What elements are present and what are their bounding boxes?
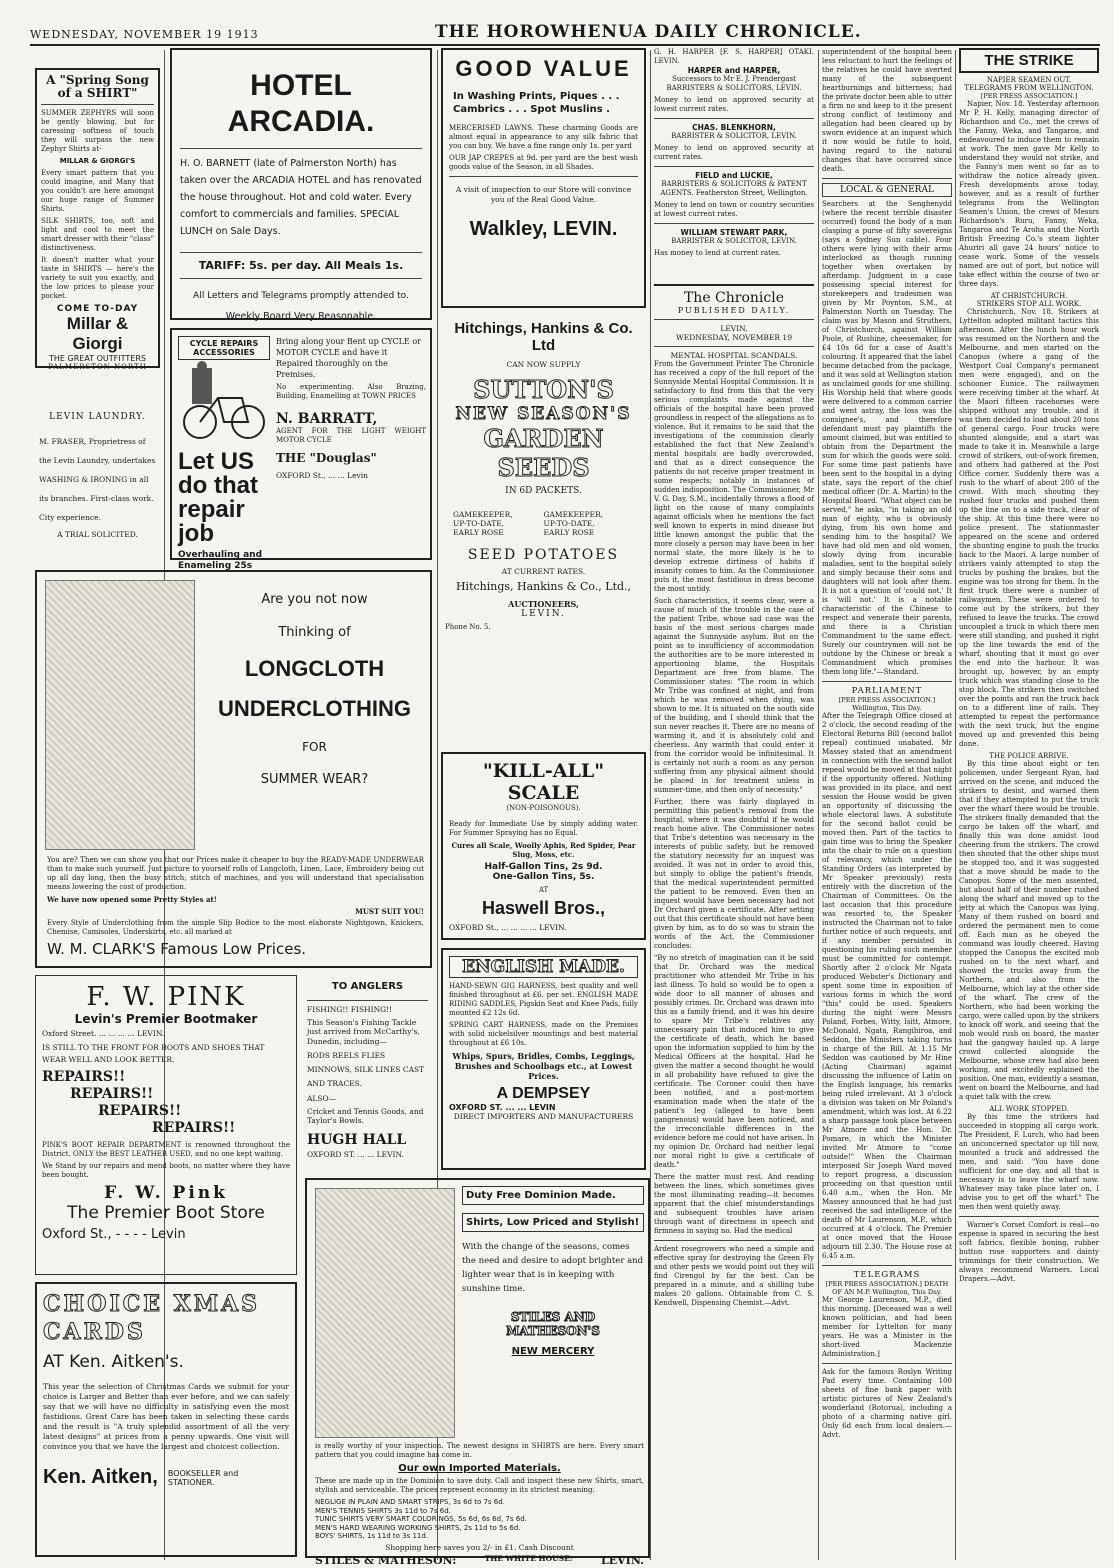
cycle-text [276,336,426,552]
stiles-foot2: THE WHITE HOUSE: [484,1553,573,1563]
chronicle-date: WEDNESDAY, NOVEMBER 19 [676,333,792,342]
parl-head: PARLIAMENT [851,686,923,696]
park-body: BARRISTER & SOLICITOR, LEVIN. [671,237,797,245]
stiles-made: These are made up in the Dominion to save duty. Call and inspect these new Shirts, smart, stylish and serviceable. The prices represent economy in its strictest meaning. [315,1477,644,1494]
field-name: FIELD and LUCKIE, [695,171,773,180]
pink-store: The Premier Boot Store [67,1202,265,1223]
strike-sub2: TELEGRAMS FROM WELLINGTON. [964,84,1094,92]
longcloth-l2: Thinking of [278,625,351,640]
pink-tag: Levin's Premier Bootmaker [74,1012,258,1026]
cycle-addr: OXFORD St., ... ... Levin [276,471,369,480]
longcloth-body-block [47,856,424,958]
aitken-role: BOOKSELLER and STATIONER. [167,1468,239,1487]
chronicle-advert: Ardent rosegrowers who need a simple and effective spray for destroying the Green Fly and other pests we would point out they will find Cirengol by far the best. Can be prepared in a minute, and a shilling tube makes 20 gallons. Obtainable from C. S. Kendwell, Dispensing Chemist.—Advt. [654,1245,814,1307]
killall-cures: Cures all Scale, Woolly Aphis, Red Spider, Pear Slug, Moss, etc. [451,841,636,859]
anglers-name: HUGH HALL [307,1131,407,1148]
goodvalue-title: GOOD VALUE [455,56,632,81]
english-addr: OXFORD ST. ... ... LEVIN [449,1103,556,1112]
pink-ad [35,975,297,1275]
shirt-ad-sub: THE GREAT OUTFITTERS [49,354,146,363]
longcloth-foot: W. M. CLARK'S Famous Low Prices. [47,940,307,958]
stiles-price-line: MEN'S HARD WEARING WORKING SHIRTS, 2s 11d to 5s 6d. [315,1523,521,1532]
hitchings-ad [441,316,646,748]
strike-title: THE STRIKE [959,48,1099,73]
pink-addr: Oxford Street. ... ... ... ... LEVIN. [42,1029,165,1038]
killall-at: AT [538,886,549,894]
stiles-h1: Duty Free Dominion Made. [462,1186,644,1205]
goodvalue-merc: MERCERISED LAWNS. These charming Goods are almost equal in appearance to any silk fabric that you can buy. We have a fine range only 1s. per yard [449,124,638,150]
cycle-name: N. BARRATT, [276,411,378,427]
hitchings-potatoes: SEED POTATOES [467,547,620,563]
hitchings-name: Hitchings, Hankins & Co., Ltd., [455,580,632,593]
english-sub: DIRECT IMPORTERS AND MANUFACTURERS [453,1112,634,1121]
killall-one: One-Gallon Tins, 5s. [492,872,595,882]
goodvalue-ad [441,48,646,308]
masthead-date: WEDNESDAY, NOVEMBER 19 1913 [30,28,259,41]
stiles-foot1: STILES & MATHESON: [315,1553,457,1567]
goodvalue-items: In Washing Prints, Piques . . . Cambrics . . . Spot Muslins . [453,91,620,115]
killall-half: Half-Gallon Tins, 2s 9d. [484,862,603,872]
local-head: LOCAL & GENERAL [822,183,952,197]
stiles-body: With the change of the seasons, comes the need and desire to adopt brighter and lighter wear that is in keeping with sunshine time. [462,1242,644,1294]
pink-street: Oxford St., - - - - Levin [42,1226,186,1242]
strike-police: By this time about eight or ten policemen, under Sergeant Ryan, had arrived on the scene, and induced the strikers to desist, and warned them that if they attempted to put the truck over the wharf there would be trouble. The strikers finally demanded that the cargo be taken off the wharf, and finally this was done amidst loud cheering from the strikers. The crowd then shouted that the other ships must be stopped too, and it was suggested that a move should be made to the Canopus. Some of the men assented, but about half of their number rushed along the wharf and moved up to the jetty at which the Canopus was lying. Many of them rushed on board and ordered the permanent men to come off. Each man as he obeyed the command was loudly cheered. Having stopped the Canopus the excited mob rushed on to the next wharf, and showed the trucks away from the Northern, and also from the Melbourne, which lay at the other side of the wharf. The crew of the Northern, who had been working the cargo, were called upon by the strikers to knock off work, and seeing that the mob would rush on board, the master had the gangway hauled up. A large crowd collected alongside the Melbourne, whose crew had also been working, and excitedly explained the position. One man, evidently a seaman, went on board the Melbourne, and had a quiet talk with the crew. [959,760,1099,1101]
hitchings-title: Hitchings, Hankins & Co. Ltd [454,320,633,354]
shirt-ad-place: PALMERSTON NORTH [48,363,147,371]
chronicle-body3: Further, there was fairly displayed in permitting this patient's removal from the hospital, where it was doubtful if he would reach home alive. The Commissioner notes that Tribe's detention was necessary in the interests of public safety, but he removed the statutory necessity for an inquest was avoided. It was not in order to avoid this, but simply to oblige the patient's friends, that the medical superintendent permitted the patient to be removed. Even then an inquest would have been necessary had not Dr Orchard given a certificate. After setting out that this certificate should not have been given by him, as to do so was to strain the words of the Act, the Commissioner concludes: [654,798,814,950]
killall-title: "KILL-ALL" SCALE [482,760,605,804]
park-name: WILLIAM STEWART PARK, [680,228,788,237]
longcloth-styles: We have now opened some Pretty Styles at! [47,895,217,904]
killall-body: Ready for Immediate Use by simply adding water. For Summer Spraying has no Equal. [449,820,638,837]
cycle-illustration [178,336,270,571]
park-money: Has money to lend at current rates. [654,249,781,257]
column-rule [955,50,956,1560]
stiles-h2: Shirts, Low Priced and Stylish! [462,1213,644,1232]
blenkhorn-name: CHAS. BLENKHORN, [692,123,776,132]
hotel-letters: All Letters and Telegrams promptly attended to. [193,291,409,301]
chronicle-place: LEVIN, [720,324,748,333]
stiles-price-line: MEN'S TENNIS SHIRTS 3s 11d to 7s 6d. [315,1506,451,1515]
chronicle-body5: There the matter must rest. And reading between the lines, which sometimes gives the most illuminating reading—it becomes apparent that the chief misunderstandings and subsequent troubles have arisen through want of directness in speech and firmness in saying no. Had the medical [654,1173,814,1235]
stiles-price-line: BOYS' SHIRTS, 1s 11d to 3s 11d. [315,1532,429,1540]
blenkhorn-body: BARRISTER & SOLICITOR, LEVIN. [671,132,797,140]
pink-stand: We Stand by our repairs and mend boots, no matter where they have been bought. [42,1161,290,1179]
pink-repairs-4: REPAIRS!! [152,1119,236,1136]
strike-end: By this time the strikers had succeeded in stopping all cargo work. The President, F. Lurch, who had been an unconcerned spectator up till now, mounted a truck and addressed the men, and said: "You have done sufficient for one day, and all that is necessary is to leave the wharf now. Whatever may take place later on, I advise you to get off the wharf." The men then went quietly away. [959,1113,1099,1211]
hotel-ad [170,48,432,320]
stiles-imported: Our own Imported Materials. [398,1463,561,1474]
harper-head: G. H. HARPER [F. S. HARPER] OTAKI. LEVIN. [654,48,814,65]
english-ad [441,948,646,1170]
chronicle-title: The Chronicle [683,290,785,306]
shirt-ad-body4: It doesn't matter what your taste in SHIRTS — here's the variety to suit you exactly, and the low prices to please your pocket. [41,256,154,300]
longcloth-l1: Are you not now [261,592,368,607]
hitchings-suttons: SUTTON'S [473,375,614,404]
anglers-also: ALSO— [307,1094,337,1103]
stiles-lower [315,1442,644,1567]
laundry-foot: A TRIAL SOLICITED. [57,530,138,539]
stiles-foot3: LEVIN. [601,1553,644,1567]
potato-variety: EARLY ROSE [453,528,504,537]
shirt-ad-store: MILLAR & GIORGI'S [59,157,136,165]
aitken-sign [43,1466,289,1489]
cycle-brand: THE "Douglas" [276,451,377,465]
potato-variety: EARLY ROSE [543,528,595,537]
strike-chch-sub: STRIKERS STOP ALL WORK. [976,300,1082,308]
longcloth-l6: SUMMER WEAR? [260,772,369,787]
blenkhorn-money: Money to lend on approved security at current rates. [654,144,814,161]
shirt-ad-body3: SILK SHIRTS, too, soft and light and cool to meet the smart dresser with their "class" distinctiveness. [41,217,154,252]
pink-name2: F. W. Pink [104,1182,228,1203]
harper-body: Successors to Mr E. J. Prendergast BARRISTERS & SOLICITORS, LEVIN. [666,75,802,92]
pink-repairs-3: REPAIRS!! [98,1102,182,1119]
laundry-title: LEVIN LAUNDRY. [49,412,146,422]
column-rule [650,50,651,1560]
tel-sub: [PER PRESS ASSOCIATION.] DEATH OF AN M.P. Wellington, This Day. [825,1280,949,1296]
killall-addr: OXFORD St., ... ... ... ... LEVIN. [449,923,567,932]
laundry-ad [35,408,160,580]
cycle-slogan: Let US do that repair job [178,448,258,547]
editorial-column [654,284,814,1558]
bicycle-icon [178,364,270,444]
masthead [30,20,1100,46]
hotel-body: H. O. BARNETT (late of Palmerston North) has taken over the ARCADIA HOTEL and has renovated the house throughout. Hot and cold water. Every comfort to commercials and families. SPECIAL LUNCH on Sale Days. [180,158,422,237]
english-name: A DEMPSEY [496,1085,591,1102]
man-illustration [315,1188,455,1438]
chronicle-body4: "By no stretch of imagination can it be said that Dr. Orchard was the medical practitioner who attended Mr Tribe in his last illness. To hold so would be to open a wide door to all manner of abuses and possibly crimes. Dr. Orchard was drawn into this as a family friend, and it was his desire to spare Mr Tribe's relatives any unnecessary pain that induced him to give the certificate of death, which he based upon the information supplied to him by the Medical Officers at the hospital. Had he given the matter a second thought he would in all probability have refused to give the certificate. The Coroner could then have been notified, and a post-mortem examination made when the state of the patient's leg (alleged to have been gangrenous) would have been noticed, and the irreconcilable differences in the evidence before me could not have arisen. In my opinion Dr. Orchard had neither legal nor moral right to give a certificate of death." [654,954,814,1169]
column-rule [818,50,819,1560]
tel-body: Mr George Laurenson, M.P., died this morning. [Deceased was a well known politician, and had been member for Lyttelton for many years. He was a Minister in the short-lived Mackenzie Administration.] [822,1296,952,1358]
killall-name: Haswell Bros., [481,898,606,918]
tel-head: TELEGRAMS [853,1270,921,1280]
pink-name: F. W. PINK [86,982,246,1012]
harper-money: Money to lend on approved security at lowest current rates. [654,96,814,113]
harper-name: HARPER and HARPER, [687,66,781,75]
stiles-price-line: NEGLIGE IN PLAIN AND SMART STRIPS, 3s 6d to 7s 6d. [315,1498,505,1506]
hotel-title: HOTEL ARCADIA. [180,68,422,149]
stiles-ad [305,1178,650,1567]
strike-police-head: THE POLICE ARRIVE. [989,752,1069,760]
english-title: ENGLISH MADE. [449,956,638,978]
shirt-ad [35,68,160,371]
strike-chch: Christchurch, Nov. 18. Strikers at Lyttelton adopted militant tactics this afternoon. After the lunch hour work was resumed on the Northern and the Melbourne, and men started on the Canopus (where a gang of the Westport Coal Company's permanent men were engaged), and on the schooner Eunice. The railwaymen were receiving timber at the wharf. At the Maori fifteen racehorses were shipped without any trouble, and it was then decided to load about 20 tons of general cargo. Four trucks were shunted alongside, and a start was made to take it in. Meanwhile a large crowd of strikers, out-of-work firemen, and others had gathered at the Post Office corner. Suddenly there was a rush to the wharf of about 200 of the crowd. With much shouting they rushed four trucks and pushed them up the line on to a side track, clear of the ship. At this time there were no police present. The stationmaster appeared on the scene and ordered the shunting engine to push the trucks back to the Maori. A large number of strikers vainly attempted to stop the trucks by pushing the brakes, but the engine was too strong for them. In the first truck there were a number of railwaymen. These were ordered to come out by the strikers, but they refused to leave the trucks. The crowd uncoupled a truck in which there men were still standing, and pushed it right up the line towards the end of the wharf, shouting that it must go over the end into the harbour. It was brought up, however, by an empty truck which was standing close to the stop block. The strikers then switched over the points and ran the truck back on to a different line of rails. They attempted to repeat the performance with the next truck, but the engine moved up and prevented this being done. [959,308,1099,748]
longcloth-l4: UNDERCLOTHING [217,696,412,721]
hitchings-seeds: GARDEN SEEDS [483,424,604,482]
local-body: Searchers at the Senghenydd (where the recent terrible disaster occurred) found the body of a man clasping a purse of fifty sovereigns (says a Sydney Sun cable). Four others were lying with their arms interlocked as though running together when overtaken by afterdamp. Judgment in a case possessing special interest for storekeepers and tradesmen was given by Mr Poynton, S.M., at Palmerston North on Tuesday. The claim was by Mason and Struthers, of Christchurch, against William Poole, of Rushine, cheesemaker, for £4 10s 6d for a case of Asatt's colouring. It appeared that the label became detached from the package, and it was sold at Wellington station as unclaimed goods for one shilling. His Worship held that where goods were delivered to a common carrier and went astray, the loss was the consignee's, and therefore defendant must pay plaintiffs the amount claimed, but was entitled to obtain from the Department the sum for which the goods were sold. For some time past patients have been sent to the hospital in a dying state, says the report of the chief medical officer (Dr. A. Martin) to the Hospital Board. "What object can be served," he asks, "in taking an old man of eighty, who is obviously dying, from his own home and sending him to the hospital? We have had old men and old women, slowly dying from incurable maladies, sent to the hospital solely and simply because their sons and daughters will not look after them. It is not a question of 'could not.' It is 'will not.' It is a notable characteristic of the Chinese to respect and venerate their parents, and there is a Christian Commandment to the same effect. Surely our countrymen will not be outdone by the Chinese or break a Commandment which promises them long life."—Standard. [822,200,952,676]
longcloth-l5: FOR [302,740,327,754]
potato-variety: UP-TO-DATE, [543,519,595,528]
stiles-name: STILES AND MATHESON'S [506,1310,600,1338]
col4-cont: superintendent of the hospital been less reluctant to hurt the feelings of the relatives he could have averted many of the subsequent heartburnings and bitterness; had the private doctor been able to utter a firm no and keep to it the present strong conflict of testimony and allegation had been cleared up by sworn evidence at an inquest which it now would be futile to hold, having regard to the natural changes that have occurred since death. [822,48,952,173]
anglers-fishing: FISHING!! FISHING!! [307,1005,393,1014]
english-spring: SPRING CART HARNESS, made on the Premises with solid nickelsilver mountings and best material throughout at £6 10s. [449,1021,638,1047]
chronicle-body2: Such characteristics, it seems clear, were a cause of much of the trouble in the case of the patient Tribe, whose sad case was the basis of the most serious charges made against the Sunnyside asylum. But on the point as to insufficiency of accommodation the authorities are to be more interested in apportioning blame, the Hospitals Department are free from blame. The Commissioner states: "The room in which Mr Tribe was confined at night, and from which he was removed when dying, was shown to me. It is situated on the south side of the building, and I should think that the sun never reaches it. There are no means of warming it, and it is absolutely cold and cheerless. Any warmth that could enter it from the corridor would be infinitesimal. It is certainly not such a room as any person suffering from any physical ailment should be placed in for treatment unless in summer-time, and then only of necessity." [654,597,814,794]
woman-illustration [45,580,195,850]
anglers-addr: OXFORD ST. ... ... LEVIN. [307,1149,404,1159]
longcloth-must: MUST SUIT YOU! [355,907,424,916]
potato-variety: GAMEKEEPER, [543,510,604,519]
cycle-agent: AGENT FOR THE LIGHT WEIGHT MOTOR CYCLE [276,427,426,444]
strike-sub1: NAPIER SEAMEN OUT. [986,76,1072,84]
professional-cards [654,48,814,280]
goodvalue-crepe: OUR JAP CREPES at 9d. per yard are the best wash goods value of the Season, in all Shades. [449,154,638,171]
col4-advert: Ask for the famous Roslyn Writing Pad every time. Containing 100 sheets of fine bank paper with artistic pictures of New Zealand's wonderland (Rotorua), including a photo of a charming native girl. Only 6d each from local dealers.—Advt. [822,1368,952,1439]
aitken-title: CHOICE XMAS CARDS [43,1291,261,1345]
pink-dept: PINK'S BOOT REPAIR DEPARTMENT is renowned throughout the District. ONLY the BEST LEATHER USED, and no one kept waiting. [42,1140,290,1158]
hitchings-role: AUCTIONEERS, [508,599,579,609]
pink-still: IS STILL TO THE FRONT FOR BOOTS AND SHOES THAT WEAR WELL AND LOOK BETTER. [42,1042,265,1064]
potato-variety: GAMEKEEPER, [453,510,513,519]
masthead-title: THE HOROWHENUA DAILY CHRONICLE. [435,22,862,42]
field-money: Money to lend on town or country securities at lowest current rates. [654,201,814,218]
cycle-ad [170,328,432,571]
parl-body: After the Telegraph Office closed at 2 o'clock, the second reading of the Electoral Returns Bill (second ballot repeal) continued unabated. Mr Massey stated that an amendment in connection with the second ballot repeal would be moved at that night if the opportunity offered. Nothing was provided in its place, and next session the House would be given an opportunity of discussing the whole electoral laws. A substitute for the second ballot could be moved then. Part of the tactics to gain time was to bring the Speaker into the chair to rule on a question of relevancy, which under the Standing Orders (as interpreted by Mr Speaker previously) rests entirely with the discretion of the Chairman of Committees. On the last occasion that this procedure was resorted to, the Speaker instructed the Chairman not to take further notice of such requests, and if any member persisted in questioning his ruling such member must be committed for contempt. Shortly after 2 o'clock Mr Ngata produced Webster's Dictionary and spent some time in exposition of various forms in which the word "this" could be used. Speakers during the night were Messrs Poland, Forbes, Witty, Isitt, Atmore, McDonald, Ngata, Rangihiroa, and Seddon, the Ministers taking turns in charge of the Bill. At 1.15 Mr Seddon was cautioned by Mr Hine (Acting Chairman) against discussing the influence of Latin on the English language, his remarks being ruled irrelevant. At 3 o'clock a division was taken on Mr Poland's amendment, which was lost. At 6.22 a sharp passage took place between Mr Atmore and the Hon. Dr. Pomare, in which the Minister invited Mr Atmore to "come outside!" When the Chairman interposed Sir Joseph Ward moved to report progress, a discussion proceeding on that question until 6.40 a.m., when the Hon. Mr Massey announced that he had just received the sad intelligence of the death of Mr Laurenson, M.P., which occurred at 4 o'clock. The Premier at once moved that the House adjourn till 2.30. The House rose at 6.45 a.m. [822,712,952,1260]
stiles-saves: Shopping here saves you 2/- in £1. Cash Discount [385,1542,574,1552]
hitchings-list [453,510,634,537]
longcloth-ad [35,570,432,968]
anglers-title: TO ANGLERS [331,981,404,992]
stiles-worthy: is really worthy of your inspection. The newest designs in SHIRTS are here. Every smart pattern that you could imagine has come in. [315,1442,644,1459]
goodvalue-visit: A visit of inspection to our Store will convince you of the Real Good Value. [455,185,632,204]
strike-advert: Warner's Corset Comfort is real—no expense is spared in securing the best soft fabrics, flexible boning, rubber button rose supporters and dainty trimmings for their construction. We always recommend Warners. Local Drapers.—Advt. [959,1221,1099,1283]
hitchings-supply: CAN NOW SUPPLY [506,360,581,369]
hitchings-place: LEVIN. [521,609,566,619]
cycle-sign: CYCLE REPAIRS ACCESSORIES [178,336,270,360]
anglers-body: This Season's Fishing Tackle just arrived from McCarthy's, Dunedin, including— [307,1017,420,1046]
stiles-prices [315,1498,644,1541]
english-body: HAND-SEWN GIG HARNESS, best quality and well finished throughout at £6. per set. ENGLISH MADE RIDING SADDLES, Pigskin Seat and Knee Pads, fully mounted £2 12s 6d. [449,982,638,1017]
field-body: BARRISTERS & SOLICITORS & PATENT AGENTS. Featherston Street, Wellington. [660,180,808,197]
chronicle-head: MENTAL HOSPITAL SCANDALS. [670,351,798,360]
parl-sub: [PER PRESS ASSOCIATION.] Wellington, This Day. [838,696,936,712]
hitchings-season: NEW SEASON'S [455,404,632,424]
shirt-ad-name: Millar & Giorgi [66,314,129,353]
shirt-ad-body1: SUMMER ZEPHYRS will soon be gently blowing, but for caressing softness of touch they will surpass the new Zephyr Shirts at- [41,109,154,153]
shirt-ad-cta: COME TO-DAY [56,304,139,314]
hotel-board: Weekly Board Very Reasonable. [225,311,377,322]
shirt-ad-title: A "Spring Song of a SHIRT" [46,73,149,100]
longcloth-every: Every Style of Underclothing from the simple Slip Bodice to the most elaborate Nightgown, Knickers, Chemise, Camisoles, Underskirts, etc. all marked at [47,919,424,936]
strike-assoc: [PER PRESS ASSOCIATION.] [980,92,1078,100]
potato-variety: UP-TO-DATE, [453,519,505,528]
aitken-ad [35,1282,297,1557]
cycle-intro: Bring along your Bent up CYCLE or MOTOR CYCLE and have it Repaired thoroughly on the Premises. [276,337,421,379]
longcloth-headlines [202,592,427,787]
strike-napier: Napier, Nov. 18. Yesterday afternoon Mr P. H. Kelly, managing director of Richardson and Co., met the crews of the Fanny, Weka, and Tangaroa, and endeavoured to induce them to remain at work. The men gave Mr Kelly to understand they would not strike, and the Fanny's men went so far as to withdraw the notice already given. Fresh developments arose today, however, and as a result of further telegrams from the Wellington Seamen's Union, the crews of Messrs Richardson's Ruru, Fanny, Weka, Tangaroa and Te Aroha and the North British Freezing Co.'s steam lighter Ahuriri all gave 24 hours' notice to cease work. Some of the vessels named are out of port, but notice will take effect within the course of two or three days. [959,100,1099,288]
hotel-tariff: TARIFF: 5s. per day. All Meals 1s. [180,252,422,279]
strike-stopped: ALL WORK STOPPED. [989,1105,1069,1113]
aitken-name: Ken. Aitken, [43,1466,158,1488]
hitchings-packets: IN 6D PACKETS. [505,486,582,496]
stiles-price-line: TUNIC SHIRTS VERY SMART COLORINGS, 5s 6d, 6s 6d, 7s 6d. [315,1515,527,1523]
anglers-items: RODS REELS FLIES MINNOWS, SILK LINES CAST AND TRACES. [307,1051,425,1088]
hitchings-rates: AT CURRENT RATES. [501,567,586,576]
goodvalue-name: Walkley, LEVIN. [469,218,618,240]
strike-chch-head: AT CHRISTCHURCH. [990,292,1068,300]
shirt-ad-body2: Every smart pattern that you could imagine, and Many that you couldn't are here amongst our huge range of Summer Shirts. [41,169,154,213]
news-column [822,48,952,1558]
killall-sub: (NON-POISONOUS). [506,804,581,812]
hitchings-phone: Phone No. 5. [445,623,491,631]
stiles-mercery: NEW MERCERY [511,1346,595,1357]
aitken-at: AT Ken. Aitken's. [43,1352,184,1372]
pink-repairs-1: REPAIRS!! [42,1068,126,1085]
anglers-cricket: Cricket and Tennis Goods, and Taylor's Bowls. [307,1106,424,1125]
stiles-footer [315,1554,644,1567]
chronicle-sub: PUBLISHED DAILY. [677,306,791,315]
chronicle-body1: From the Government Printer The Chronicle has received a copy of the full report of the Sunnyside Mental Hospital Commission. It is satisfactory to find from this that the very serious complaints made against the officials of the hospital have been proved groundless in respect of the allegations as to violence. But it remains to be said that the investigations of the commission clearly established the fact that New Zealand's mental hospitals are badly overcrowded, and that as a direct consequence the patients do not receive proper treatment in some respects; notably in instances of sudden indisposition. The Commissioner, Mr V. G. Day, S.M., incidentally throws a flood of light on the cause of many complaints against officials when he mentions the fact well known to experts in mind disease but little known amongst the public that the more closely a person may have been in her normal state, the more likely is he to develop extreme dirtiness of habits if insanity comes to him. As the Commissioner puts it, the most fastidious in dress become the most untidy. [654,360,814,593]
killall-ad [441,752,646,940]
aitken-body: This year the selection of Christmas Cards we submit for your choice is Larger and Better than ever before, and we can safely say that we will have no difficulty in satisfying even the most fastidious. Great Care has been taken in selecting these cards and the result is "A truly splendid assortment of all the very latest designs" at prices from a penny upwards. One visit will convince you that we have the largest and choicest collection. [43,1382,289,1451]
stiles-headlines [462,1186,644,1357]
cycle-price: Overhauling and Enameling 25s [178,550,263,571]
english-whips: Whips, Spurs, Bridles, Combs, Leggings, Brushes and Schoolbags etc., at Lowest Prices. [452,1051,635,1081]
strike-column [959,48,1099,1558]
pink-repairs-2: REPAIRS!! [70,1085,154,1102]
longcloth-body: You are? Then we can show you that our Prices make it cheaper to buy the READY-MADE UNDERWEAR than to make such yourself. Just picture to yourself rolls of Longcloth, Linen, Lace, Embroidery being cut up all day long, then the busy stitch, stitch of machines, and you will understand that specialisation means lowering the cost of production. [47,856,424,891]
longcloth-l3: LONGCLOTH [244,656,385,681]
laundry-body: M. FRASER, Proprietress of the Levin Laundry, undertakes WASHING & IRONING in all its branches. First-class work. City experience. [39,437,156,522]
cycle-detail: No experimenting. Also Brazing, Building, Enamelling at TOWN PRICES [276,383,426,400]
